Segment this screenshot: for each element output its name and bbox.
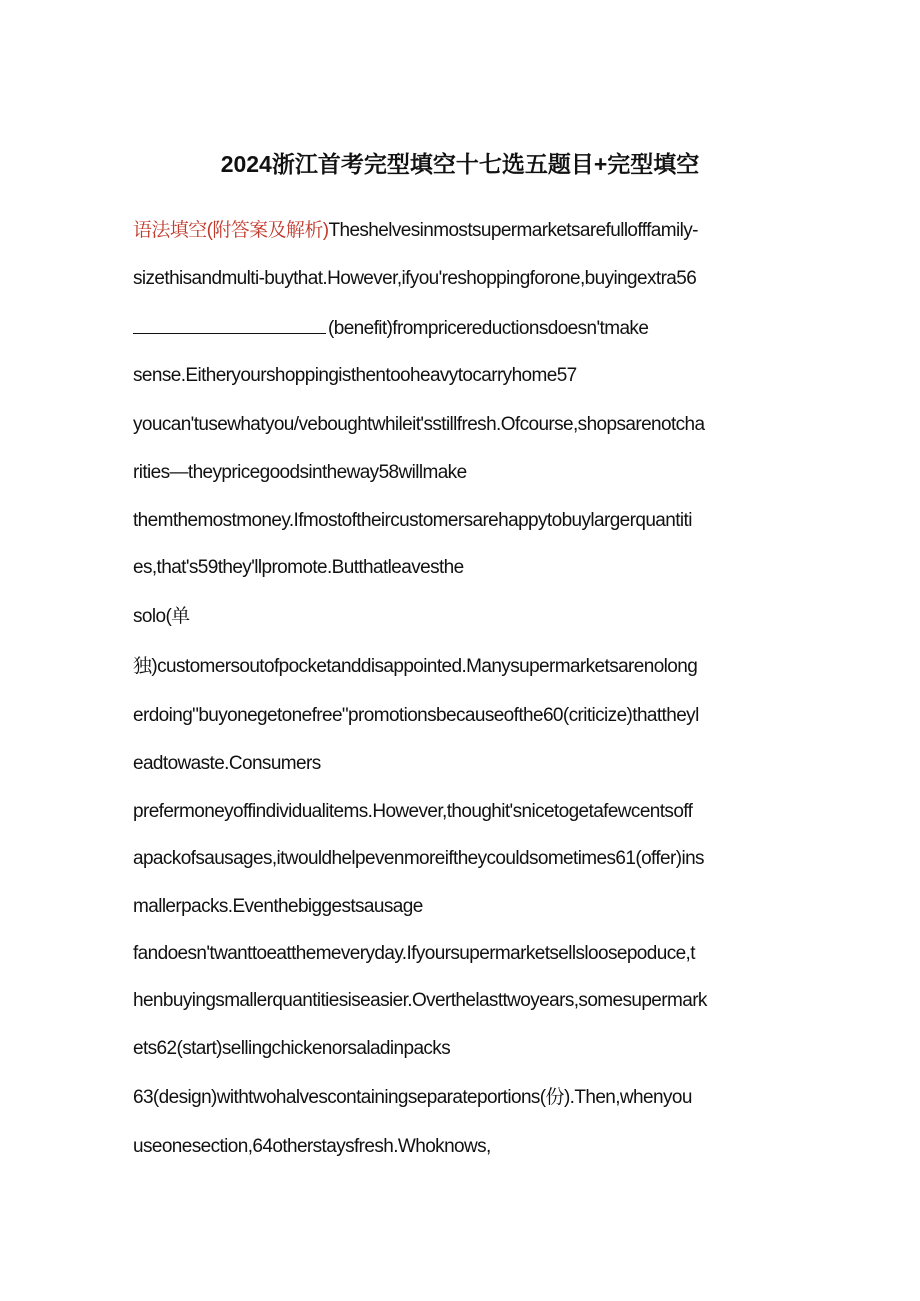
text-line-5: youcan'tusewhatyou/veboughtwhileit'sstillfresh.Ofcourse,shopsarenotcha <box>133 414 705 435</box>
text-line-1-text: Theshelvesinmostsupermarketsarefullofffamily- <box>328 220 698 241</box>
text-line-4: sense.Eitheryourshoppingisthentooheavytocarryhome57 <box>133 365 577 386</box>
document-title: 2024浙江首考完型填空十七选五题目+完型填空 <box>220 151 700 177</box>
text-line-7: themthemostmoney.Ifmostoftheircustomersarehappytobuylargerquantiti <box>133 510 692 531</box>
text-line-20: useonesection,64otherstaysfresh.Whoknows, <box>133 1136 491 1157</box>
text-line-11: erdoing"buyonegetonefree"promotionsbecauseofthe60(criticize)thattheyl <box>133 705 699 726</box>
text-line-3-text: (benefit)frompricereductionsdoesn'tmake <box>328 318 649 339</box>
text-line-18: ets62(start)sellingchickenorsaladinpacks <box>133 1038 451 1059</box>
text-line-14: apackofsausages,itwouldhelpevenmoreiftheycouldsometimes61(offer)ins <box>133 848 704 869</box>
section-label: 语法填空(附答案及解析) <box>133 220 329 241</box>
text-line-17: henbuyingsmallerquantitiesiseasier.Overthelasttwoyears,somesupermark <box>133 990 707 1011</box>
text-line-3 <box>133 315 793 341</box>
text-line-6: rities—theypricegoodsintheway58willmake <box>133 462 467 483</box>
text-line-15: mallerpacks.Eventhebiggestsausage <box>133 896 423 917</box>
answer-blank <box>133 315 326 334</box>
text-line-9: solo(单 <box>133 606 190 627</box>
text-line-13: prefermoneyoffindividualitems.However,thoughit'snicetogetafewcentsoff <box>133 801 693 822</box>
text-line-1 <box>133 219 793 243</box>
text-line-2: sizethisandmulti-buythat.However,ifyou'reshoppingforone,buyingextra56 <box>133 268 697 289</box>
text-line-12: eadtowaste.Consumers <box>133 753 321 774</box>
text-line-16: fandoesn'twanttoeatthemeveryday.Ifyoursupermarketsellsloosepoduce,t <box>133 943 695 964</box>
text-line-10: 独)customersoutofpocketanddisappointed.Manysupermarketsarenolong <box>133 656 698 677</box>
text-line-19: 63(design)withtwohalvescontainingseparateportions(份).Then,whenyou <box>133 1087 692 1108</box>
text-line-8: es,that's59they'llpromote.Butthatleavesthe <box>133 557 464 578</box>
